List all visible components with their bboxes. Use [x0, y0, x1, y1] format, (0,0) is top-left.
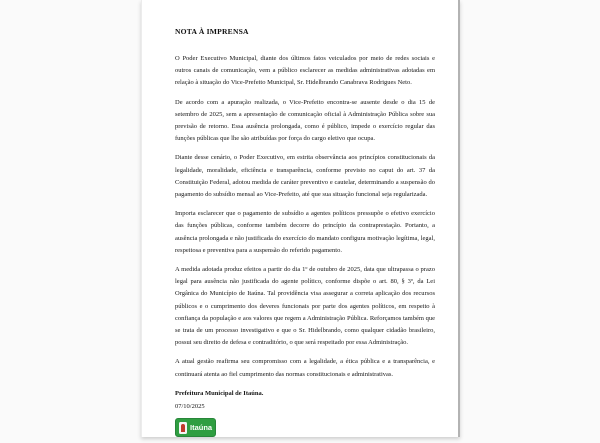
paragraph-6: A atual gestão reafirma seu compromisso com a legalidade, a ética pública e a transparência, e continuará atenta ao fiel cumprimento das normas constitucionais e administrativas.	[175, 358, 435, 378]
signature-line: Prefeitura Municipal de Itaúna.	[175, 389, 264, 397]
paragraph-3: Diante desse cenário, o Poder Executivo, em estrita observância aos princípios constitucionais da legalidade, moralidade, eficiência e transparência, conforme previsto no caput do art. 37 da Constituição Federal, adotou medida de caráter preventivo e cautelar, determinando a suspensão do pagamento do subsídio mensal ao Vice-Prefeito, até que sua situação funcional seja regularizada.	[175, 154, 435, 199]
paragraph-4: Importa esclarecer que o pagamento de subsídio a agentes políticos pressupõe o efetivo exercício das funções públicas, conforme também decorre do princípio da contraprestação. Portanto, a ausência prolongada e não justificada do exercício do mandato configura motivação legítima, legal, respeitosa e preventiva para a suspensão do referido pagamento.	[175, 210, 435, 254]
document-date: 07/10/2025	[175, 403, 205, 411]
itauna-logo-text: Itaúna	[190, 423, 213, 433]
document-page	[141, 0, 460, 437]
paragraph-2: De acordo com a apuração realizada, o Vice-Prefeito encontra-se ausente desde o dia 15 de setembro de 2025, sem a apresentação de comunicação oficial à Administração Pública sobre sua previsão de retorno. Essa ausência prolongada, como é público, impede o exercício regular das funções públicas que lhe são atribuídas por força do cargo eletivo que ocupa.	[175, 98, 435, 143]
paragraph-5: A medida adotada produz efeitos a partir do dia 1º de outubro de 2025, data que ultrapassa o prazo legal para ausência não justificada do agente político, conforme dispõe o art. 80, § 3º, da Lei Orgânica do Município de Itaúna. Tal providência visa assegurar a correta aplicação dos recursos públicos e o cumprimento dos deveres funcionais por parte dos agentes políticos, em respeito à confiança da população e aos valores que regem a Administração Pública. Reforçamos também que se trata de um processo investigativo e que o Sr. Hidelbrando, como qualquer cidadão brasileiro, possui seu direito de defesa e contraditório, o que será respeitado por essa Administração.	[175, 266, 435, 347]
paragraph-1: O Poder Executivo Municipal, diante dos últimos fatos veiculados por meio de redes sociais e outros canais de comunicação, vem a público esclarecer as medidas administrativas adotadas em relação à situação do Vice-Prefeito Municipal, Sr. Hidelbrando Canabrava Rodrigues Neto.	[175, 55, 435, 87]
itauna-emblem-icon	[179, 422, 187, 434]
itauna-logo	[175, 418, 216, 437]
document-title: NOTA À IMPRENSA	[175, 27, 249, 36]
